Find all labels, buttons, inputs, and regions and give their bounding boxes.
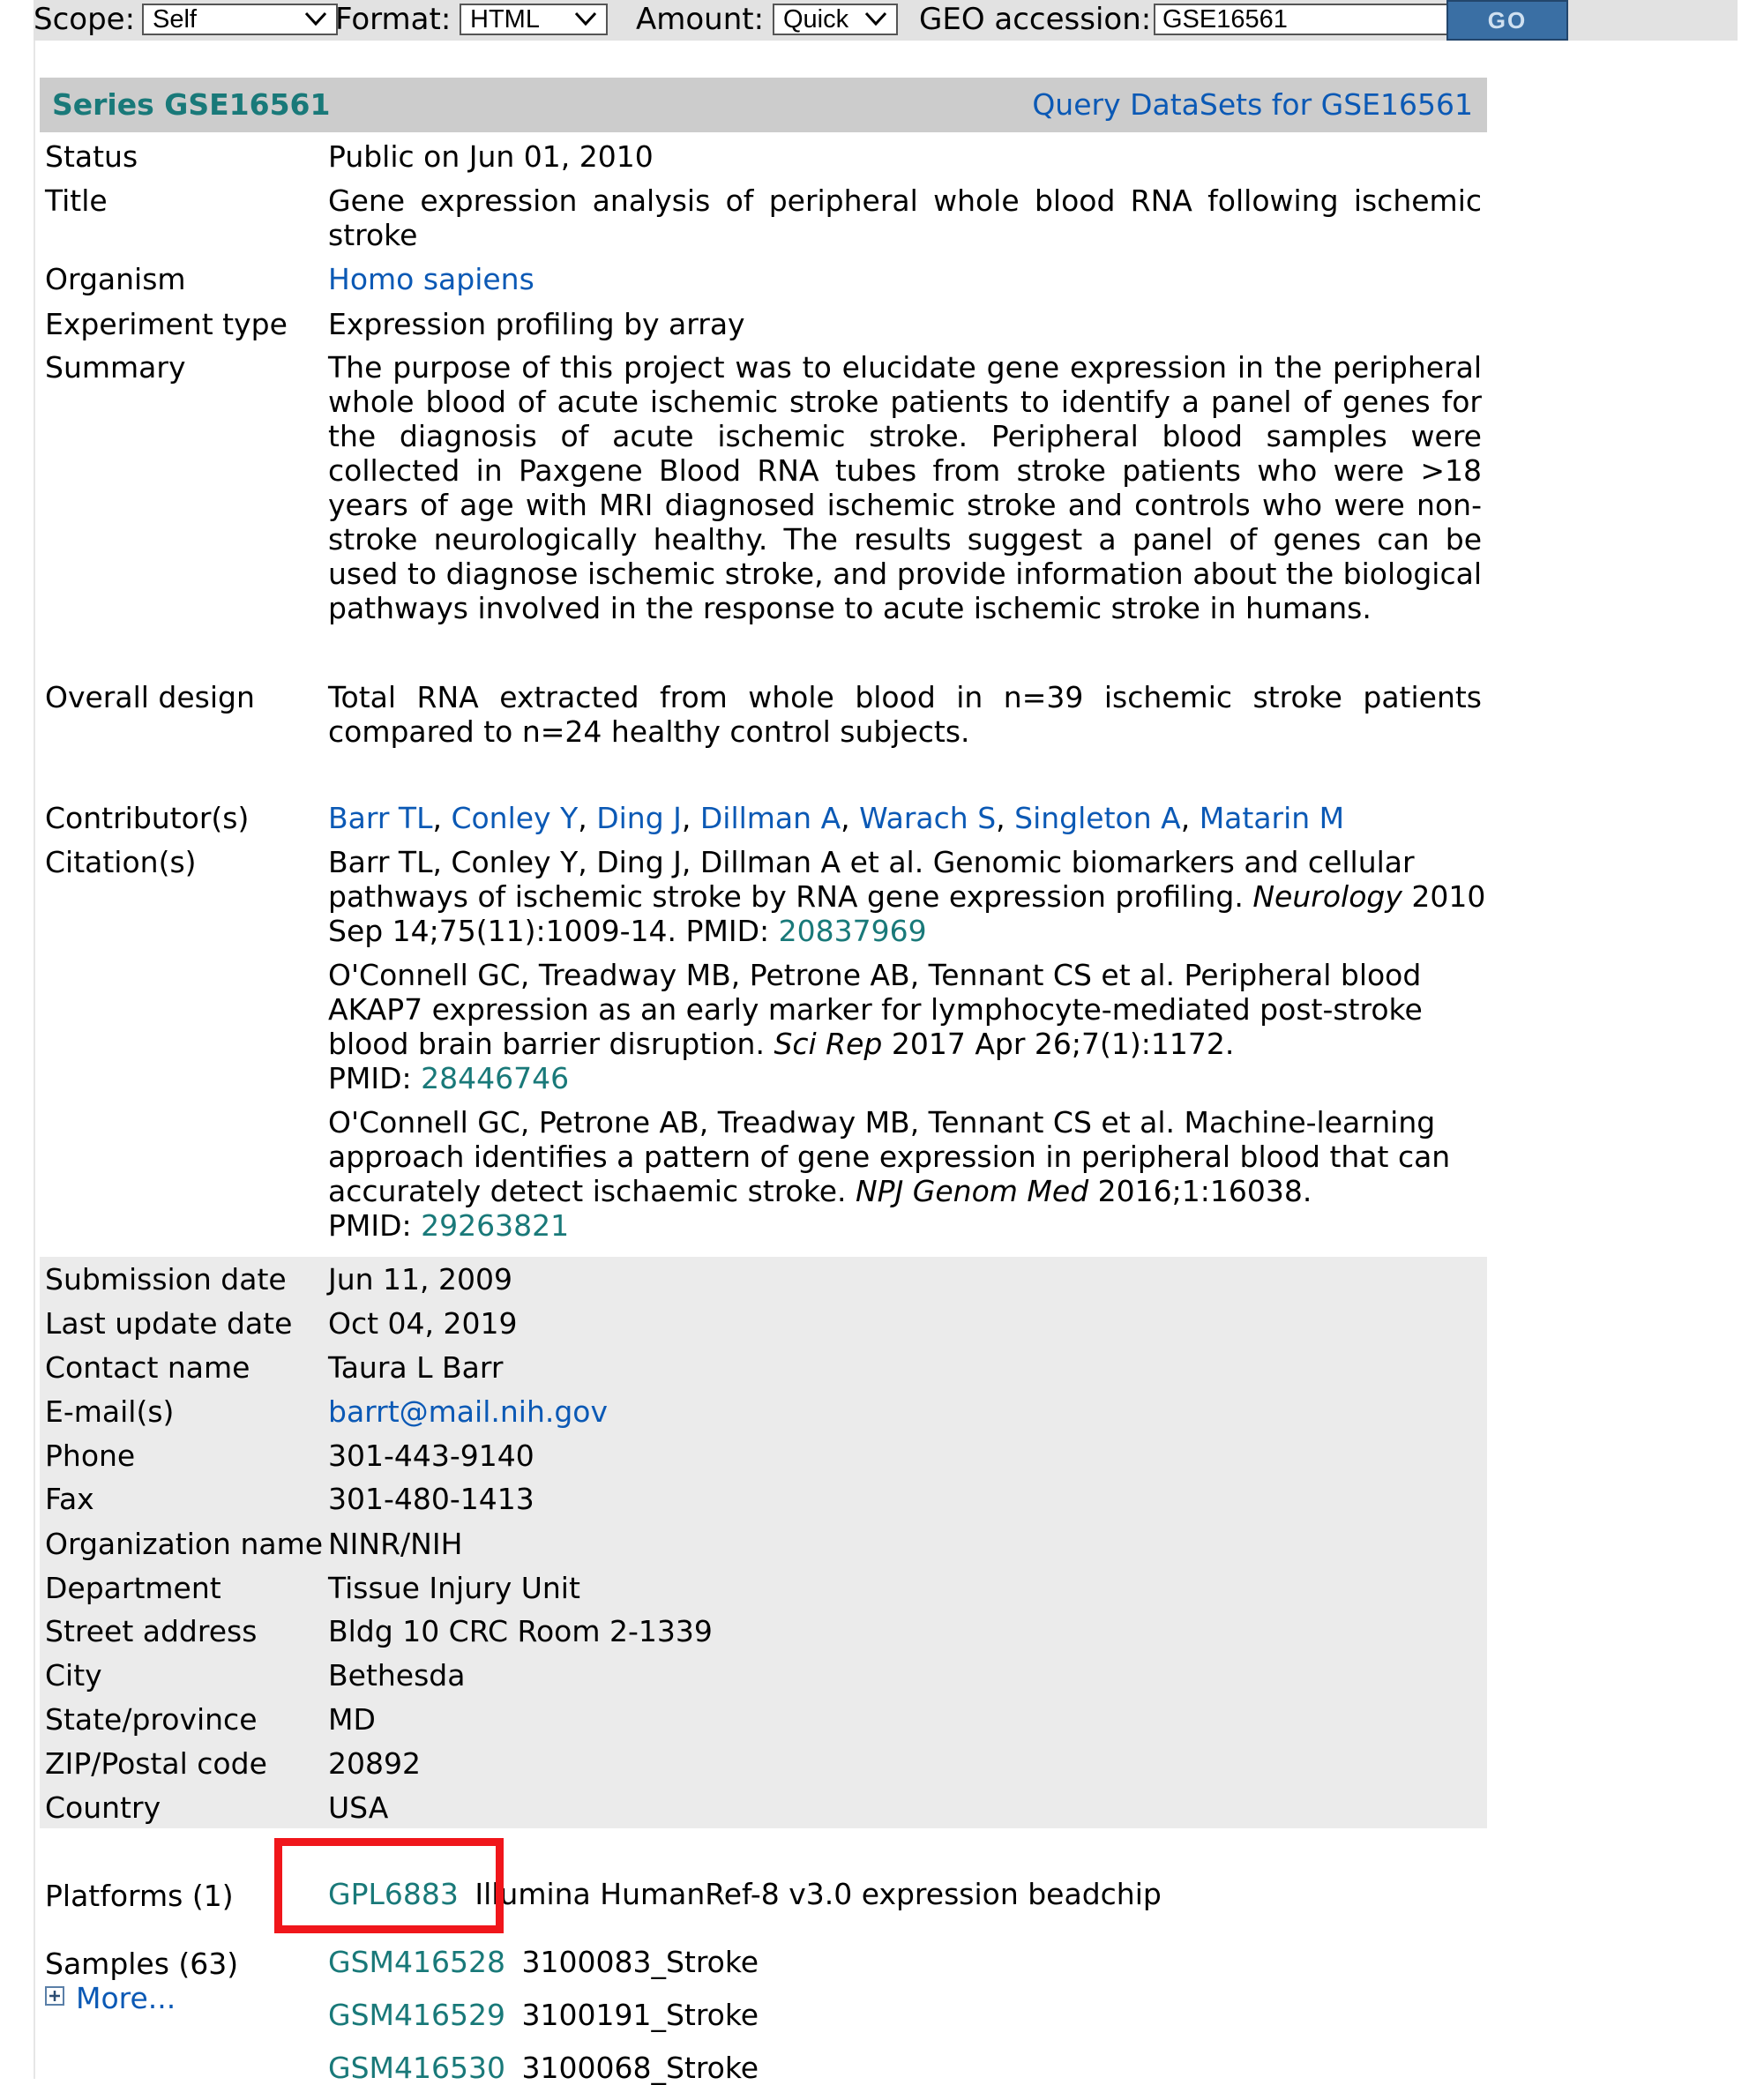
sample-name: 3100083_Stroke bbox=[521, 1945, 759, 1979]
citation-text: Barr TL, Conley Y, Ding J, Dillman A et al. Genomic biomarkers and cellular pathways of ischemic stroke by RNA gene expression profiling. bbox=[328, 845, 1415, 914]
summary-value: The purpose of this project was to elucidate gene expression in the peripheral whole blood of acute ischemic stroke patients to identify a panel of genes for the diagnosis of acute ischemic stroke. Peripheral blood samples were collected in Paxgene Blood RNA tubes from stroke patients who were >18 years of age with MRI diagnosed ischemic stroke and controls who were non-stroke neurologically healthy. The results suggest a panel of genes can be used to diagnose ischemic stroke, and provide information about the biological pathways involved in the response to acute ischemic stroke in humans. bbox=[328, 350, 1482, 625]
city-label: City bbox=[45, 1658, 102, 1693]
last-update-date-label: Last update date bbox=[45, 1306, 293, 1341]
fax-value: 301-480-1413 bbox=[328, 1482, 534, 1516]
title-label: Title bbox=[45, 183, 108, 218]
left-border bbox=[34, 41, 35, 2079]
last-update-date-value: Oct 04, 2019 bbox=[328, 1306, 518, 1341]
sample-link[interactable]: GSM416528 bbox=[328, 1945, 505, 1979]
contributor-link[interactable]: Conley Y bbox=[451, 801, 579, 835]
title-value: Gene expression analysis of peripheral whole blood RNA following ischemic stroke bbox=[328, 183, 1482, 252]
contributor-link[interactable]: Ding J bbox=[596, 801, 682, 835]
email-label: E-mail(s) bbox=[45, 1394, 175, 1429]
country-label: Country bbox=[45, 1790, 161, 1825]
sample-row bbox=[328, 1945, 1482, 1979]
citation-journal: NPJ Genom Med bbox=[856, 1174, 1089, 1208]
organism-label: Organism bbox=[45, 262, 186, 296]
amount-select[interactable] bbox=[773, 4, 898, 35]
submission-date-value: Jun 11, 2009 bbox=[328, 1262, 513, 1297]
citation-journal: Neurology bbox=[1252, 879, 1402, 914]
format-select[interactable] bbox=[460, 4, 608, 35]
chevron-down-icon bbox=[864, 9, 887, 28]
department-label: Department bbox=[45, 1571, 221, 1605]
organism-link[interactable]: Homo sapiens bbox=[328, 262, 534, 296]
status-value: Public on Jun 01, 2010 bbox=[328, 139, 654, 174]
geo-accession-label: GEO accession: bbox=[919, 2, 1152, 37]
experiment-type-label: Experiment type bbox=[45, 307, 288, 341]
highlight-box bbox=[274, 1838, 504, 1933]
geo-accession-input[interactable] bbox=[1154, 4, 1461, 35]
scope-value: Self bbox=[153, 5, 197, 34]
platform-link[interactable]: GPL6883 bbox=[328, 1877, 459, 1911]
citation-ref: 2016;1:16038. bbox=[1097, 1174, 1312, 1208]
contributor-link[interactable]: Warach S bbox=[859, 801, 997, 835]
pmid-link[interactable]: 29263821 bbox=[421, 1208, 570, 1243]
more-samples-link[interactable]: More... bbox=[76, 1981, 176, 2015]
citations-label: Citation(s) bbox=[45, 845, 197, 879]
contributors-list: Barr TL, Conley Y, Ding J, Dillman A, Warach S, Singleton A, Matarin M bbox=[328, 801, 1345, 835]
citation-text: O'Connell GC, Treadway MB, Petrone AB, Tennant CS et al. Peripheral blood AKAP7 expression as an early marker for lymphocyte-mediated post-stroke blood brain barrier disruption. bbox=[328, 958, 1423, 1061]
samples-label: Samples (63) bbox=[45, 1947, 239, 1981]
platform-description: Illumina HumanRef-8 v3.0 expression beadchip bbox=[475, 1877, 1162, 1911]
zip-value: 20892 bbox=[328, 1746, 421, 1781]
scope-label: Scope: bbox=[34, 2, 136, 37]
citation bbox=[328, 958, 1492, 1095]
sample-name: 3100191_Stroke bbox=[521, 1998, 759, 2032]
amount-value: Quick bbox=[783, 5, 849, 34]
organization-value: NINR/NIH bbox=[328, 1527, 463, 1561]
department-value: Tissue Injury Unit bbox=[328, 1571, 580, 1605]
status-label: Status bbox=[45, 139, 138, 174]
experiment-type-value: Expression profiling by array bbox=[328, 307, 745, 341]
sample-link[interactable]: GSM416529 bbox=[328, 1998, 505, 2032]
contributor-link[interactable]: Singleton A bbox=[1014, 801, 1181, 835]
contact-name-value: Taura L Barr bbox=[328, 1350, 504, 1385]
state-label: State/province bbox=[45, 1702, 258, 1737]
expand-plus-icon[interactable] bbox=[45, 1986, 64, 2006]
sample-row bbox=[328, 2051, 1482, 2085]
contributors-label: Contributor(s) bbox=[45, 801, 250, 835]
pmid-label: PMID: bbox=[328, 1208, 412, 1243]
citation-text: O'Connell GC, Petrone AB, Treadway MB, Tennant CS et al. Machine-learning approach identifies a pattern of gene expression in peripheral blood that can accurately detect ischaemic stroke. bbox=[328, 1105, 1451, 1208]
scope-select[interactable] bbox=[142, 4, 338, 35]
format-label: Format: bbox=[335, 2, 452, 37]
pmid-link[interactable]: 20837969 bbox=[778, 914, 927, 948]
sample-name: 3100068_Stroke bbox=[521, 2051, 759, 2085]
citation bbox=[328, 1105, 1492, 1243]
contributor-link[interactable]: Matarin M bbox=[1199, 801, 1345, 835]
series-title: Series GSE16561 bbox=[52, 87, 331, 122]
street-address-label: Street address bbox=[45, 1614, 258, 1648]
pmid-label: PMID: bbox=[328, 1061, 412, 1095]
summary-label: Summary bbox=[45, 350, 186, 385]
phone-label: Phone bbox=[45, 1439, 136, 1473]
query-datasets-link[interactable]: Query DataSets for GSE16561 bbox=[1032, 87, 1473, 122]
chevron-down-icon bbox=[304, 9, 327, 28]
pmid-link[interactable]: 28446746 bbox=[421, 1061, 570, 1095]
platforms-label: Platforms (1) bbox=[45, 1879, 234, 1913]
fax-label: Fax bbox=[45, 1482, 94, 1516]
overall-design-label: Overall design bbox=[45, 680, 255, 714]
zip-label: ZIP/Postal code bbox=[45, 1746, 267, 1781]
street-address-value: Bldg 10 CRC Room 2-1339 bbox=[328, 1614, 713, 1648]
citation-ref: 2017 Apr 26;7(1):1172. bbox=[891, 1027, 1235, 1061]
chevron-down-icon bbox=[574, 9, 597, 28]
citation bbox=[328, 845, 1492, 948]
contributor-link[interactable]: Dillman A bbox=[699, 801, 841, 835]
city-value: Bethesda bbox=[328, 1658, 466, 1693]
sample-link[interactable]: GSM416530 bbox=[328, 2051, 505, 2085]
go-button[interactable]: GO bbox=[1446, 0, 1568, 41]
amount-label: Amount: bbox=[636, 2, 765, 37]
country-value: USA bbox=[328, 1790, 389, 1825]
contact-name-label: Contact name bbox=[45, 1350, 250, 1385]
submission-date-label: Submission date bbox=[45, 1262, 287, 1297]
state-value: MD bbox=[328, 1702, 376, 1737]
format-value: HTML bbox=[470, 5, 540, 34]
overall-design-value: Total RNA extracted from whole blood in n=39 ischemic stroke patients compared to n=24 healthy control subjects. bbox=[328, 680, 1482, 749]
phone-value: 301-443-9140 bbox=[328, 1439, 534, 1473]
series-header bbox=[40, 78, 1487, 132]
contributor-link[interactable]: Barr TL bbox=[328, 801, 433, 835]
citation-journal: Sci Rep bbox=[774, 1027, 883, 1061]
citation-ref: 2010 Sep 14;75(11):1009-14. PMID: bbox=[328, 879, 1486, 948]
email-link[interactable]: barrt@mail.nih.gov bbox=[328, 1394, 609, 1429]
organization-label: Organization name bbox=[45, 1527, 324, 1561]
sample-row bbox=[328, 1998, 1482, 2032]
